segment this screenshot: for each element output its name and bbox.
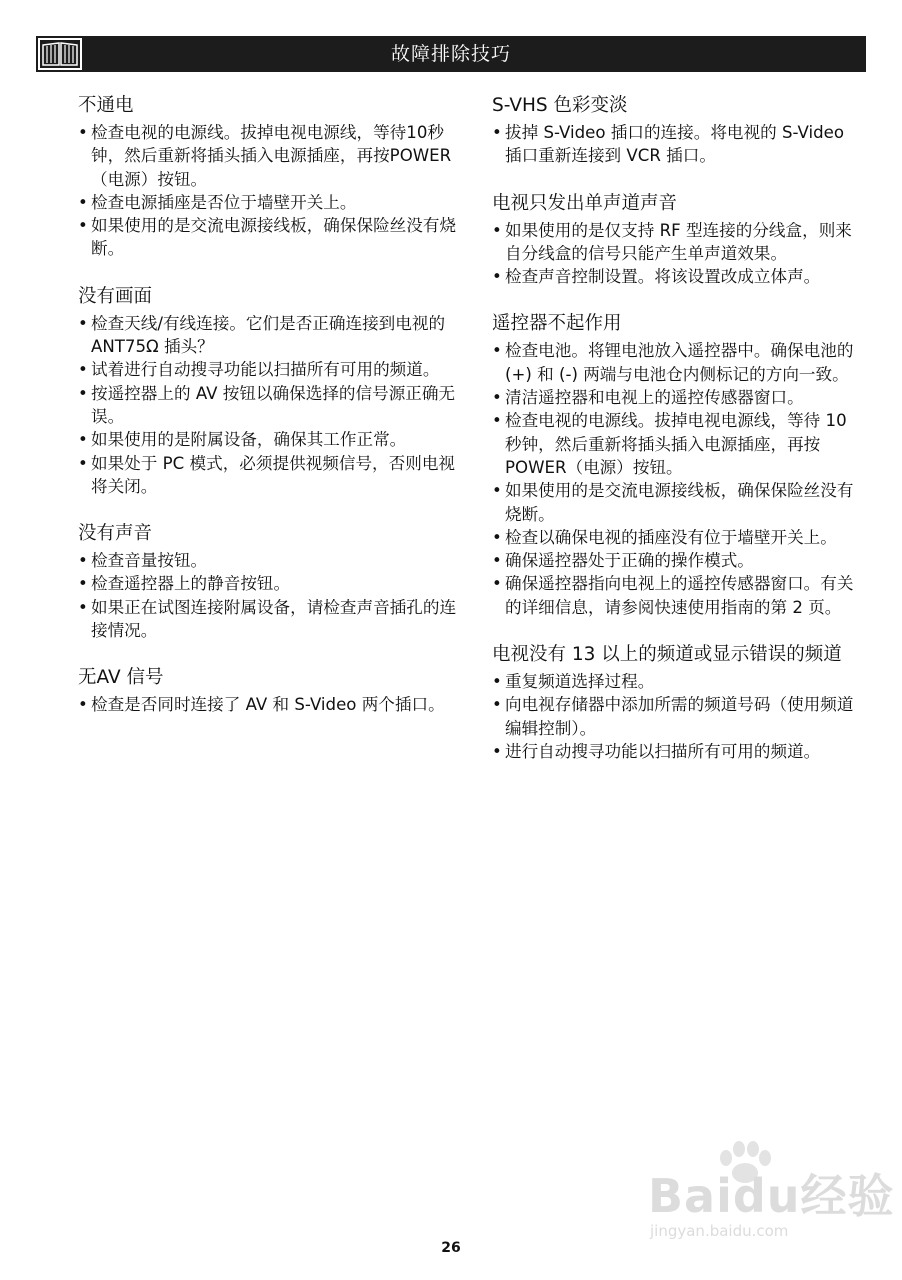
troubleshooting-section — [492, 92, 862, 168]
page-title: 故障排除技巧 — [390, 43, 511, 65]
tip-item: • 检查遥控器上的静音按钮。 — [78, 572, 468, 595]
tip-item: • 检查电视的电源线。拔掉电视电源线，等待 10 秒钟，然后重新将插头插入电源插座，再按 POWER（电源）按钮。 — [492, 409, 862, 479]
section-title: 遥控器不起作用 — [492, 313, 622, 335]
section-title: 没有画面 — [78, 285, 153, 307]
page-number: 26 — [441, 1240, 461, 1256]
section-title: 电视只发出单声道声音 — [492, 192, 678, 214]
tip-item: • 检查音量按钮。 — [78, 549, 468, 572]
tip-item: • 检查声音控制设置。将该设置改成立体声。 — [492, 265, 862, 288]
tip-item: • 向电视存储器中添加所需的频道号码（使用频道编辑控制）。 — [492, 693, 862, 740]
left-column — [78, 92, 468, 739]
tip-item: • 检查电视的电源线。拔掉电视电源线，等待10秒钟，然后重新将插头插入电源插座，再按POWER（电源）按钮。 — [78, 121, 468, 191]
tip-item: • 如果使用的是仅支持 RF 型连接的分线盒，则来自分线盒的信号只能产生单声道效果。 — [492, 219, 862, 266]
tip-item: • 检查以确保电视的插座没有位于墙壁开关上。 — [492, 526, 862, 549]
tip-list — [78, 312, 468, 498]
tip-item: • 拔掉 S-Video 插口的连接。将电视的 S-Video 插口重新连接到 VCR 插口。 — [492, 121, 862, 168]
tip-item: • 试着进行自动搜寻功能以扫描所有可用的频道。 — [78, 358, 468, 381]
tip-list — [78, 693, 468, 716]
watermark-text: Baidu经验 — [648, 1169, 895, 1223]
section-title: 不通电 — [78, 95, 134, 116]
tip-list — [78, 549, 468, 642]
troubleshooting-section — [78, 283, 468, 498]
watermark-url: jingyan.baidu.com — [650, 1222, 789, 1240]
right-column — [492, 92, 862, 785]
tip-item: • 清洁遥控器和电视上的遥控传感器窗口。 — [492, 386, 862, 409]
tip-item: • 如果使用的是交流电源接线板，确保保险丝没有烧断。 — [492, 479, 862, 526]
tip-item: • 检查电池。将锂电池放入遥控器中。确保电池的 (+) 和 (-) 两端与电池仓内侧标记的方向一致。 — [492, 339, 862, 386]
tip-item: • 确保遥控器指向电视上的遥控传感器窗口。有关的详细信息，请参阅快速使用指南的第 2 页。 — [492, 572, 862, 619]
tip-item: • 检查是否同时连接了 AV 和 S-Video 两个插口。 — [78, 693, 468, 716]
watermark-logo — [628, 1138, 895, 1248]
tip-item: • 进行自动搜寻功能以扫描所有可用的频道。 — [492, 740, 862, 763]
tip-item: • 如果使用的是附属设备，确保其工作正常。 — [78, 428, 468, 451]
tip-item: • 如果处于 PC 模式，必须提供视频信号，否则电视将关闭。 — [78, 452, 468, 499]
tip-item: • 确保遥控器处于正确的操作模式。 — [492, 549, 862, 572]
troubleshooting-section — [492, 641, 862, 763]
section-title: 没有声音 — [78, 523, 153, 545]
tip-item: • 如果使用的是交流电源接线板，确保保险丝没有烧断。 — [78, 214, 468, 261]
header-bar — [36, 36, 866, 72]
tip-list — [492, 219, 862, 289]
troubleshooting-section — [78, 92, 468, 261]
tip-list — [78, 121, 468, 261]
troubleshooting-section — [492, 190, 862, 289]
tip-item: • 检查电源插座是否位于墙壁开关上。 — [78, 191, 468, 214]
troubleshooting-section — [492, 310, 862, 619]
tip-item: • 按遥控器上的 AV 按钮以确保选择的信号源正确无误。 — [78, 382, 468, 429]
tip-item: • 如果正在试图连接附属设备，请检查声音插孔的连接情况。 — [78, 596, 468, 643]
tip-item: • 检查天线/有线连接。它们是否正确连接到电视的 ANT75Ω 插头？ — [78, 312, 468, 359]
tip-item: • 重复频道选择过程。 — [492, 670, 862, 693]
tip-list — [492, 339, 862, 619]
section-title: 电视没有 13 以上的频道或显示错误的频道 — [492, 644, 842, 666]
troubleshooting-section — [78, 520, 468, 642]
tip-list — [492, 670, 862, 763]
troubleshooting-section — [78, 664, 468, 716]
section-title: 无AV 信号 — [78, 667, 164, 689]
tip-list — [492, 121, 862, 168]
section-title: S-VHS 色彩变淡 — [492, 95, 628, 116]
